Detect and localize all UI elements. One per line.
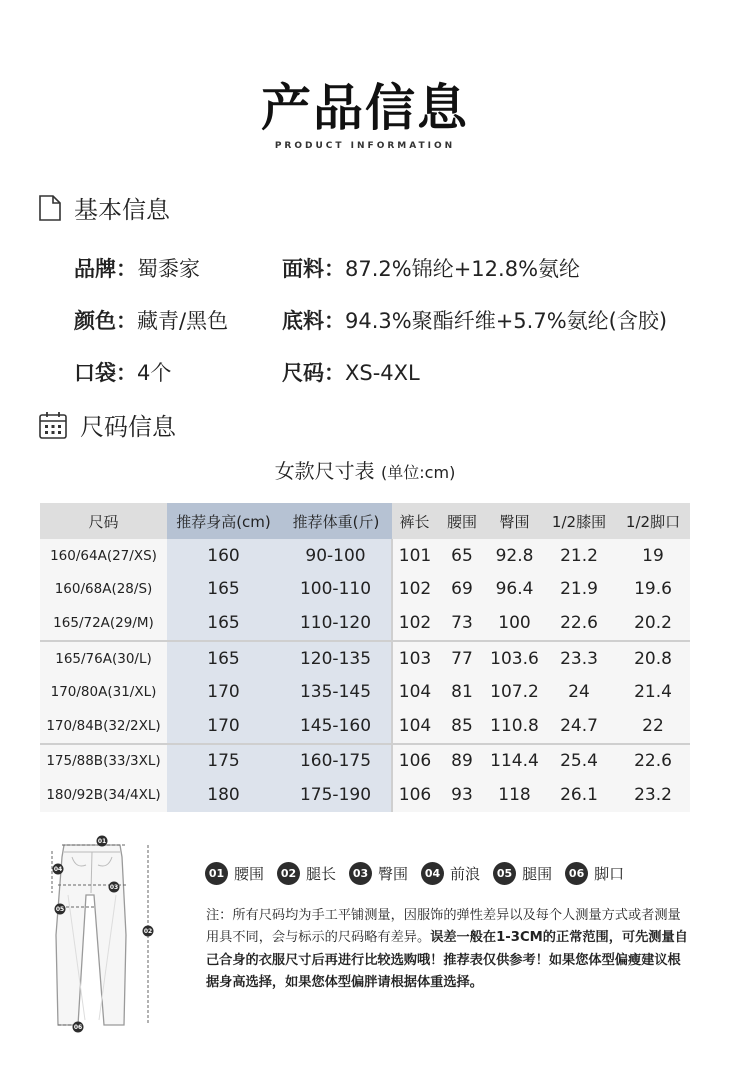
table-cell: 160/64A(27/XS) (40, 539, 167, 573)
table-cell: 104 (392, 709, 437, 744)
pocket-label: 口袋： (74, 361, 137, 385)
table-row (40, 744, 690, 779)
table-cell: 165/76A(30/L) (40, 641, 167, 676)
table-cell: 25.4 (542, 744, 616, 779)
table-cell: 104 (392, 675, 437, 709)
table-cell: 165 (167, 641, 280, 676)
legend-item (421, 862, 480, 885)
legend-badge: 03 (349, 862, 372, 885)
table-cell: 85 (437, 709, 487, 744)
table-cell: 165 (167, 606, 280, 641)
table-row (40, 675, 690, 709)
table-cell: 120-135 (280, 641, 392, 676)
size-table (40, 503, 690, 812)
table-cell: 81 (437, 675, 487, 709)
note-emphasis: 误差一般在1-3CM的正常范围，可先测量自己合身的衣服尺寸后再进行比较选购哦！推荐表仅供参考！如果您体型偏瘦建议根据身高选择，如果您体型偏胖请根据体重选择。 (206, 930, 688, 991)
table-cell: 21.2 (542, 539, 616, 573)
table-title-text: 女款尺寸表 (274, 459, 375, 483)
table-cell: 24 (542, 675, 616, 709)
size-label: 尺码： (282, 361, 345, 385)
measurement-note (206, 905, 692, 995)
size-info-heading (38, 407, 176, 442)
table-cell: 93 (437, 778, 487, 812)
table-cell: 22.6 (616, 744, 690, 779)
fabric-value: 87.2%锦纶+12.8%氨纶 (345, 257, 581, 281)
legend-label: 臀围 (378, 865, 409, 883)
legend-badge: 02 (277, 862, 300, 885)
header-cell: 推荐身高(cm) (167, 503, 280, 539)
table-cell: 110-120 (280, 606, 392, 641)
table-row (40, 778, 690, 812)
table-cell: 102 (392, 573, 437, 607)
basic-info-row (74, 346, 724, 398)
table-cell: 69 (437, 573, 487, 607)
table-cell: 100-110 (280, 573, 392, 607)
lining-label: 底料： (282, 309, 345, 333)
legend-item (565, 862, 624, 885)
page-title: 产品信息 (261, 79, 469, 137)
table-row (40, 539, 690, 573)
header-cell: 1/2膝围 (542, 503, 616, 539)
table-cell: 106 (392, 778, 437, 812)
table-cell: 92.8 (487, 539, 542, 573)
table-cell: 100 (487, 606, 542, 641)
table-cell: 103.6 (487, 641, 542, 676)
color-value: 藏青/黑色 (137, 309, 229, 333)
lining-value: 94.3%聚酯纤维+5.7%氨纶(含胶) (345, 309, 668, 333)
table-cell: 23.2 (616, 778, 690, 812)
header-cell: 臀围 (487, 503, 542, 539)
basic-info-heading (38, 190, 170, 225)
table-cell: 26.1 (542, 778, 616, 812)
table-cell: 96.4 (487, 573, 542, 607)
table-row (40, 641, 690, 676)
table-cell: 170/84B(32/2XL) (40, 709, 167, 744)
table-cell: 101 (392, 539, 437, 573)
table-cell: 22.6 (542, 606, 616, 641)
calendar-icon (38, 410, 68, 440)
legend-badge: 04 (421, 862, 444, 885)
table-cell: 110.8 (487, 709, 542, 744)
legend-label: 腰围 (234, 865, 265, 883)
header-cell: 裤长 (392, 503, 437, 539)
basic-info-row (74, 242, 724, 294)
table-cell: 180/92B(34/4XL) (40, 778, 167, 812)
svg-text:02: 02 (143, 928, 153, 935)
pocket-value: 4个 (137, 361, 172, 385)
table-cell: 102 (392, 606, 437, 641)
svg-text:05: 05 (55, 906, 65, 913)
header-cell: 腰围 (437, 503, 487, 539)
measurement-legend (205, 862, 637, 885)
table-row (40, 573, 690, 607)
table-cell: 160 (167, 539, 280, 573)
svg-text:06: 06 (73, 1024, 83, 1031)
svg-text:03: 03 (109, 884, 119, 891)
legend-badge: 05 (493, 862, 516, 885)
legend-item (277, 862, 336, 885)
brand-value: 蜀黍家 (137, 257, 200, 281)
table-cell: 103 (392, 641, 437, 676)
table-cell: 170 (167, 675, 280, 709)
fabric-label: 面料： (282, 257, 345, 281)
header-cell: 1/2脚口 (616, 503, 690, 539)
table-cell: 160-175 (280, 744, 392, 779)
table-cell: 175-190 (280, 778, 392, 812)
table-cell: 107.2 (487, 675, 542, 709)
legend-item (493, 862, 552, 885)
table-cell: 90-100 (280, 539, 392, 573)
table-cell: 21.9 (542, 573, 616, 607)
page-subtitle: PRODUCT INFORMATION (274, 141, 456, 151)
svg-text:01: 01 (97, 838, 107, 845)
table-cell: 65 (437, 539, 487, 573)
legend-item (205, 862, 264, 885)
svg-text:04: 04 (53, 866, 63, 873)
table-row (40, 709, 690, 744)
table-cell: 160/68A(28/S) (40, 573, 167, 607)
note-text: 注：所有尺码均为手工平铺测量，因服饰的弹性差异以及每个人测量方式或者测量用具不同，会与标示的尺码略有差异。 (206, 908, 681, 946)
size-info-title: 尺码信息 (80, 413, 176, 441)
basic-info-row (74, 294, 724, 346)
table-cell: 145-160 (280, 709, 392, 744)
size-value: XS-4XL (345, 361, 420, 385)
table-header-row (40, 503, 690, 539)
table-cell: 20.8 (616, 641, 690, 676)
table-cell: 24.7 (542, 709, 616, 744)
table-cell: 180 (167, 778, 280, 812)
header-cell: 推荐体重(斤) (280, 503, 392, 539)
table-cell: 165/72A(29/M) (40, 606, 167, 641)
legend-badge: 06 (565, 862, 588, 885)
table-cell: 135-145 (280, 675, 392, 709)
table-unit: (单位:cm) (381, 463, 456, 482)
color-label: 颜色： (74, 309, 137, 333)
basic-info-list (74, 242, 724, 398)
legend-item (349, 862, 408, 885)
table-row (40, 606, 690, 641)
table-cell: 77 (437, 641, 487, 676)
pants-diagram-icon (42, 835, 160, 1035)
table-cell: 175 (167, 744, 280, 779)
table-cell: 73 (437, 606, 487, 641)
table-cell: 170/80A(31/XL) (40, 675, 167, 709)
table-cell: 114.4 (487, 744, 542, 779)
table-cell: 19 (616, 539, 690, 573)
legend-badge: 01 (205, 862, 228, 885)
legend-label: 腿围 (522, 865, 553, 883)
legend-label: 腿长 (306, 865, 337, 883)
document-icon (38, 194, 62, 222)
header-cell: 尺码 (40, 503, 167, 539)
table-cell: 118 (487, 778, 542, 812)
brand-label: 品牌： (74, 257, 137, 281)
table-cell: 23.3 (542, 641, 616, 676)
table-cell: 175/88B(33/3XL) (40, 744, 167, 779)
table-cell: 106 (392, 744, 437, 779)
table-cell: 170 (167, 709, 280, 744)
table-cell: 20.2 (616, 606, 690, 641)
table-cell: 22 (616, 709, 690, 744)
table-cell: 21.4 (616, 675, 690, 709)
legend-label: 前浪 (450, 865, 481, 883)
basic-info-title: 基本信息 (74, 196, 170, 224)
size-table-title (0, 455, 730, 484)
table-cell: 165 (167, 573, 280, 607)
table-cell: 19.6 (616, 573, 690, 607)
table-cell: 89 (437, 744, 487, 779)
legend-label: 脚口 (594, 865, 625, 883)
